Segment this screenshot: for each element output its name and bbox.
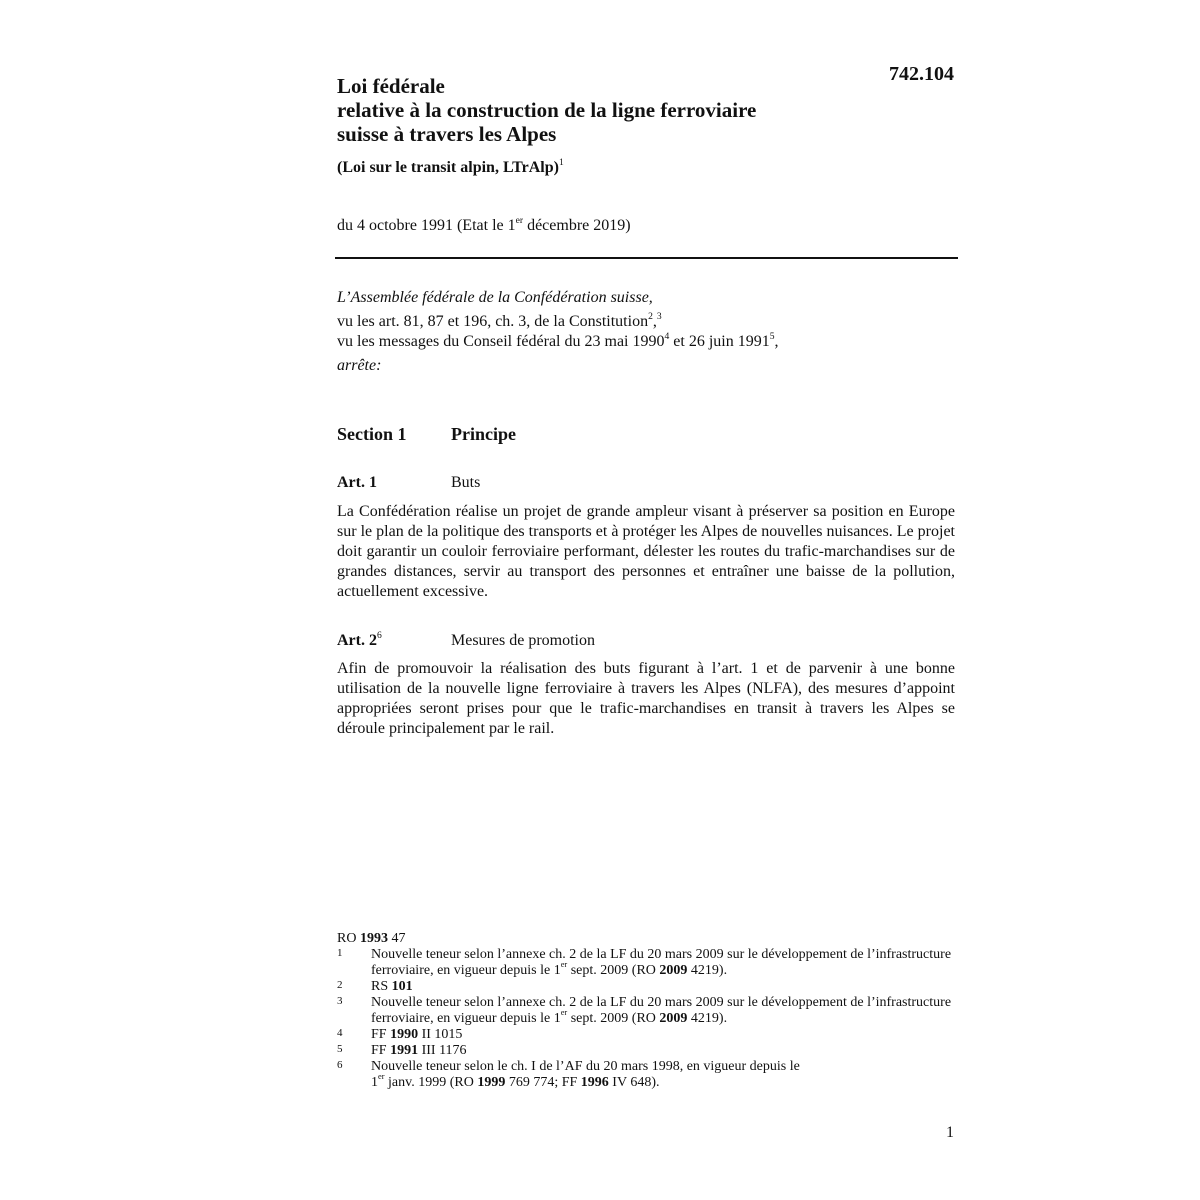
footnote-item xyxy=(337,1059,952,1091)
preamble xyxy=(337,288,957,376)
separator: , xyxy=(652,313,657,330)
footnote-text-part: FF xyxy=(371,1027,391,1042)
footnote-bold: 1996 xyxy=(580,1075,609,1090)
footnote-item xyxy=(337,1043,952,1059)
footnote-text xyxy=(371,1043,467,1058)
article-number xyxy=(337,473,451,493)
footnote-text-part: 769 774; FF xyxy=(505,1075,581,1090)
footnote-ref[interactable]: 2 xyxy=(648,310,653,322)
footnote-sup: er xyxy=(560,960,568,970)
footnote-bold: 2009 xyxy=(659,963,688,978)
messages-text: et 26 juin 1991 xyxy=(669,333,770,350)
ro-year: 1993 xyxy=(359,931,388,946)
assembly-line: L’Assemblée fédérale de la Confédération suisse, xyxy=(337,289,653,306)
footnote-ref[interactable]: 3 xyxy=(656,310,662,322)
header-rule xyxy=(335,257,958,259)
footnote-number: 5 xyxy=(337,1043,343,1055)
short-title xyxy=(337,158,564,178)
constitution-line xyxy=(337,312,957,332)
footnote-text-part: II 1015 xyxy=(418,1027,463,1042)
footnote-text-part: 1 xyxy=(371,1075,378,1090)
ro-prefix: RO xyxy=(337,931,360,946)
footnote-ref[interactable]: 6 xyxy=(376,629,382,641)
footnote-text xyxy=(371,947,951,978)
footnote-text-part: RS xyxy=(371,979,392,994)
footnote-text-part: FF xyxy=(371,1043,391,1058)
date-sup: er xyxy=(515,214,524,226)
footnote-item xyxy=(337,1027,952,1043)
separator: , xyxy=(774,333,779,350)
ro-page: 47 xyxy=(387,931,406,946)
section-title: Principe xyxy=(451,424,516,444)
article-title: Buts xyxy=(451,474,481,491)
footnote-item xyxy=(337,979,952,995)
section-number: Section 1 xyxy=(337,424,407,444)
footnote-sup: er xyxy=(378,1072,385,1082)
article-body: Afin de promouvoir la réalisation des buts figurant à l’art. 1 et de parvenir à une bonne utilisation de la nouvelle ligne ferroviaire à travers les Alpes (NLFA), des mesures d’appoint appropriées seront prises pour que le trafic-marchandises en transit à travers les Alpes se déroule principalement par le rail. xyxy=(337,660,955,737)
footnote-bold: 1999 xyxy=(477,1075,506,1090)
page-number: 1 xyxy=(946,1124,954,1141)
footnote-text-part: 4219). xyxy=(687,963,728,978)
article-number-text: Art. 1 xyxy=(337,474,377,491)
footnote-item xyxy=(337,995,952,1027)
article-heading xyxy=(337,631,595,651)
title-line: Loi fédérale xyxy=(337,74,445,98)
footnotes xyxy=(337,931,952,1091)
article-body: La Confédération réalise un projet de grande ampleur visant à préserver sa position en Europe sur le plan de la politique des transports et à protéger les Alpes de nouvelles nuisances. Le projet doit garantir un couloir ferroviaire performant, délester les routes du trafic-marchandises sur de grandes distances, servir au transport des personnes et entraîner une baisse de la pollution, actuellement excessive. xyxy=(337,503,955,600)
article-title: Mesures de promotion xyxy=(451,632,595,649)
article-number-text: Art. 2 xyxy=(337,632,377,649)
date-line xyxy=(337,216,631,236)
constitution-text: vu les art. 81, 87 et 196, ch. 3, de la Constitution xyxy=(337,313,649,330)
ro-reference xyxy=(337,931,952,947)
footnote-text-part: III 1176 xyxy=(418,1043,467,1058)
footnote-text-part: IV 648). xyxy=(608,1075,660,1090)
title-line: suisse à travers les Alpes xyxy=(337,122,557,146)
date-prefix: du 4 octobre 1991 (Etat le 1 xyxy=(337,217,516,234)
article-heading xyxy=(337,473,480,493)
footnote-number: 6 xyxy=(337,1059,343,1071)
footnote-ref[interactable]: 5 xyxy=(769,330,775,342)
footnote-item xyxy=(337,947,952,979)
footnote-number: 2 xyxy=(337,979,343,991)
footnote-number: 4 xyxy=(337,1027,343,1039)
messages-line xyxy=(337,332,957,352)
law-title xyxy=(337,74,877,146)
footnote-number: 1 xyxy=(337,947,343,959)
footnote-sup: er xyxy=(560,1008,568,1018)
footnote-text-part: sept. 2009 (RO xyxy=(567,1011,660,1026)
footnote-bold: 1991 xyxy=(390,1043,419,1058)
footnote-number: 3 xyxy=(337,995,343,1007)
footnote-text xyxy=(371,979,413,994)
footnote-text xyxy=(371,995,951,1026)
date-suffix: décembre 2019) xyxy=(523,217,631,234)
footnote-bold: 2009 xyxy=(659,1011,688,1026)
footnote-list xyxy=(337,947,952,1091)
footnote-text-part: Nouvelle teneur selon l’annexe ch. 2 de la LF du 20 mars 2009 sur le développement de l’infrastructure ferroviaire, en vigueur depuis le 1 xyxy=(371,995,952,1026)
section-heading xyxy=(337,423,516,445)
footnote-bold: 1990 xyxy=(390,1027,419,1042)
footnote-text xyxy=(371,1027,462,1042)
footnote-text-part: Nouvelle teneur selon l’annexe ch. 2 de la LF du 20 mars 2009 sur le développement de l’infrastructure ferroviaire, en vigueur depuis le 1 xyxy=(371,947,952,978)
footnote-text-part: sept. 2009 (RO xyxy=(567,963,660,978)
footnote-text-part: janv. 1999 (RO xyxy=(384,1075,478,1090)
messages-text: vu les messages du Conseil fédéral du 23 mai 1990 xyxy=(337,333,665,350)
title-line: relative à la construction de la ligne ferroviaire xyxy=(337,98,757,122)
footnote-text-part: Nouvelle teneur selon le ch. I de l’AF du 20 mars 1998, en vigueur depuis le xyxy=(371,1059,800,1074)
article-number xyxy=(337,631,451,651)
decree-line: arrête: xyxy=(337,357,382,374)
footnote-text xyxy=(371,1059,800,1090)
short-title-text: (Loi sur le transit alpin, LTrAlp) xyxy=(337,159,559,176)
rs-number: 742.104 xyxy=(889,63,954,85)
footnote-ref[interactable]: 4 xyxy=(664,330,670,342)
footnote-bold: 101 xyxy=(391,979,413,994)
footnote-ref[interactable]: 1 xyxy=(558,156,564,168)
footnote-text-part: 4219). xyxy=(687,1011,728,1026)
